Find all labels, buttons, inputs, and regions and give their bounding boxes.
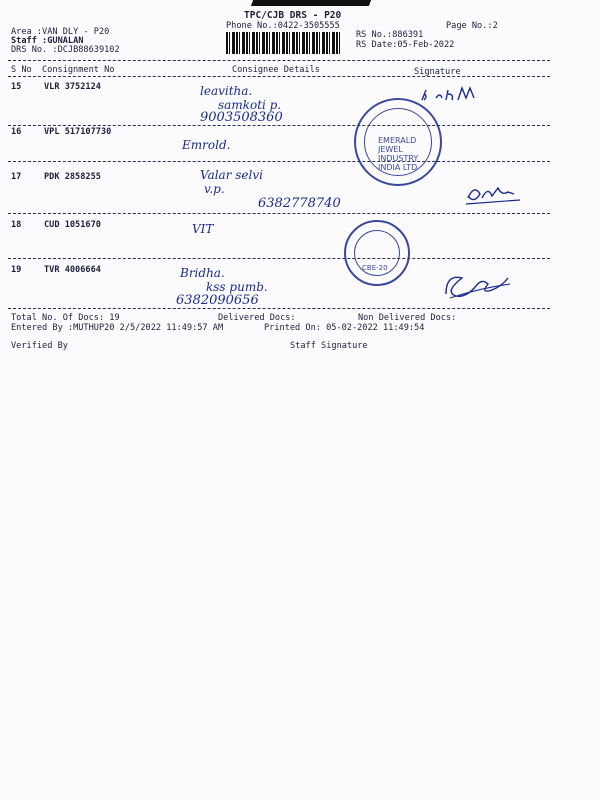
unit-stamp: CBE-20: [344, 220, 410, 286]
divider: [8, 60, 550, 61]
divider: [8, 308, 550, 309]
signature-row-15: [418, 84, 488, 114]
col-header-consignment: Consignment No: [42, 65, 115, 75]
handwritten-name: Valar selvi: [200, 168, 263, 182]
drs-number: DRS No. :DCJB88639102: [11, 45, 120, 55]
doc-title: TPC/CJB DRS - P20: [244, 10, 342, 21]
row-consignment-no: PDK 2858255: [44, 172, 101, 182]
printer-mark: [251, 0, 371, 6]
entered-by: Entered By :MUTHUP20 2/5/2022 11:49:57 AM: [11, 323, 224, 333]
divider: [8, 161, 550, 162]
handwritten-phone: 6382090656: [176, 293, 259, 308]
non-delivered-docs: Non Delivered Docs:: [358, 313, 457, 323]
divider: [8, 258, 550, 259]
signature-row-17: [464, 180, 524, 208]
rs-date: RS Date:05-Feb-2022: [356, 40, 455, 50]
company-stamp: EMERALD JEWEL INDUSTRY INDIA LTD: [354, 98, 442, 186]
row-sno: 19: [11, 265, 22, 275]
verified-by: Verified By: [11, 341, 68, 351]
barcode: [226, 32, 340, 54]
handwritten-address: kss pumb.: [206, 280, 268, 294]
delivered-docs: Delivered Docs:: [218, 313, 296, 323]
row-sno: 17: [11, 172, 22, 182]
total-docs: Total No. Of Docs: 19: [11, 313, 120, 323]
row-consignment-no: TVR 4006664: [44, 265, 101, 275]
handwritten-phone: 6382778740: [258, 196, 341, 211]
row-sno: 18: [11, 220, 22, 230]
handwritten-address: v.p.: [204, 182, 225, 196]
page-number: Page No.:2: [446, 21, 498, 31]
divider: [8, 125, 550, 126]
handwritten-phone: 9003508360: [200, 110, 283, 125]
phone-number: Phone No.:0422-3505555: [226, 21, 340, 31]
divider: [8, 213, 550, 214]
area-label: Area :VAN DLY - P20: [11, 27, 110, 37]
handwritten-name: VIT: [192, 222, 214, 236]
handwritten-name: Bridha.: [180, 266, 225, 280]
handwritten-address: samkoti p.: [218, 98, 282, 112]
rs-number: RS No.:886391: [356, 30, 424, 40]
col-header-signature: Signature: [414, 67, 461, 77]
row-sno: 15: [11, 82, 22, 92]
staff-signature: Staff Signature: [290, 341, 368, 351]
col-header-sno: S No: [11, 65, 32, 75]
printed-on: Printed On: 05-02-2022 11:49:54: [264, 323, 425, 333]
handwritten-name: leavitha.: [200, 84, 253, 98]
staff-label: Staff :GUNALAN: [11, 36, 84, 46]
row-consignment-no: VPL 517107730: [44, 127, 112, 137]
row-consignment-no: CUD 1051670: [44, 220, 101, 230]
row-sno: 16: [11, 127, 22, 137]
col-header-consignee: Consignee Details: [232, 65, 320, 75]
handwritten-name: Emrold.: [182, 138, 231, 152]
row-consignment-no: VLR 3752124: [44, 82, 101, 92]
signature-row-19: [440, 266, 516, 306]
divider: [8, 76, 550, 77]
